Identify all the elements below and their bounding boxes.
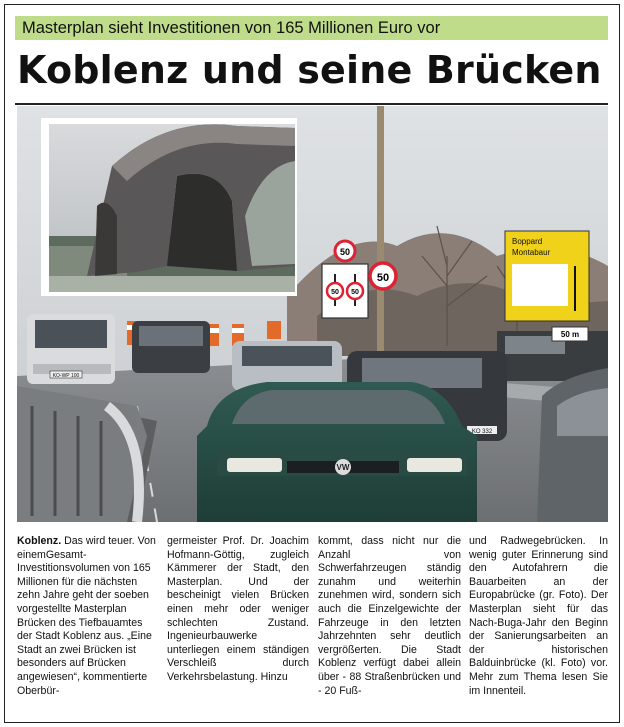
van-plate: KO-WP 100	[52, 373, 80, 379]
speed-sign-lane-right: 50	[351, 289, 359, 296]
article-body	[17, 535, 608, 715]
headline-rule	[15, 103, 608, 105]
column-1	[17, 535, 157, 698]
column-3: kommt, dass nicht nur die Anzahl von Schwerfahrzeugen ständig zunahm und weiterhin zunehmen wird, sondern sich auch die Einzelgewichte der Fahrzeuge in den letzten Jahrzehnten sehr deutlich vergrößerten. Die Stadt Koblenz verfügt dabei allein über - 88 Straßenbrücken und - 20 Fuß-	[318, 535, 461, 697]
dateline: Koblenz.	[17, 535, 62, 547]
kicker-bar: Masterplan sieht Investitionen von 165 Millionen Euro vor	[15, 16, 608, 40]
route-sign-line-1: Boppard	[512, 237, 543, 246]
right-car-plate: KO 332	[471, 429, 493, 435]
distance-sign: 50 m	[560, 330, 580, 339]
column-1-text: Das wird teuer. Von einemGesamt-Investitionsvolumen von 165 Millionen für die nächsten zehn Jahre geht der soeben vorgestellte Masterplan Brücken des Tiefbauamtes der Stadt Koblenz aus. „Eine Stadt an zwei Brücken ist besonders auf Brücken angewiesen“, kommentierte Oberbür-	[17, 535, 156, 697]
svg-text:VW: VW	[336, 463, 350, 472]
speed-sign-lane-left: 50	[331, 289, 339, 296]
speed-sign-small: 50	[339, 247, 351, 257]
speed-sign-large: 50	[376, 272, 390, 284]
inset-photo-balduinbruecke	[41, 118, 297, 296]
column-4: und Radwegebrücken. In wenig guter Erinnerung sind den Autofahrern die Bauarbeiten an der Europabrücke (gr. Foto). Der Masterplan sieht für das Nach-Buga-Jahr den Beginn der Sanierungsarbeiten an der historischen Balduinbrücke (kl. Foto) vor. Mehr zum Thema lesen Sie im Innenteil.	[469, 535, 608, 697]
main-photo-europabruecke	[17, 106, 608, 522]
traffic-scene-illustration	[17, 106, 608, 522]
route-sign-line-2: Montabaur	[512, 248, 551, 257]
column-2: germeister Prof. Dr. Joachim Hofmann-Göttig, zugleich Kämmerer der Stadt, den Masterplan. Und der bescheinigt vielen Brücken einen mehr oder weniger schlechten Zustand. Ingenieurbauwerke unterliegen einem ständigen Verschleiß durch Verkehrsbelastung. Hinzu	[167, 535, 309, 683]
headline: Koblenz und seine Brücken	[17, 48, 602, 92]
